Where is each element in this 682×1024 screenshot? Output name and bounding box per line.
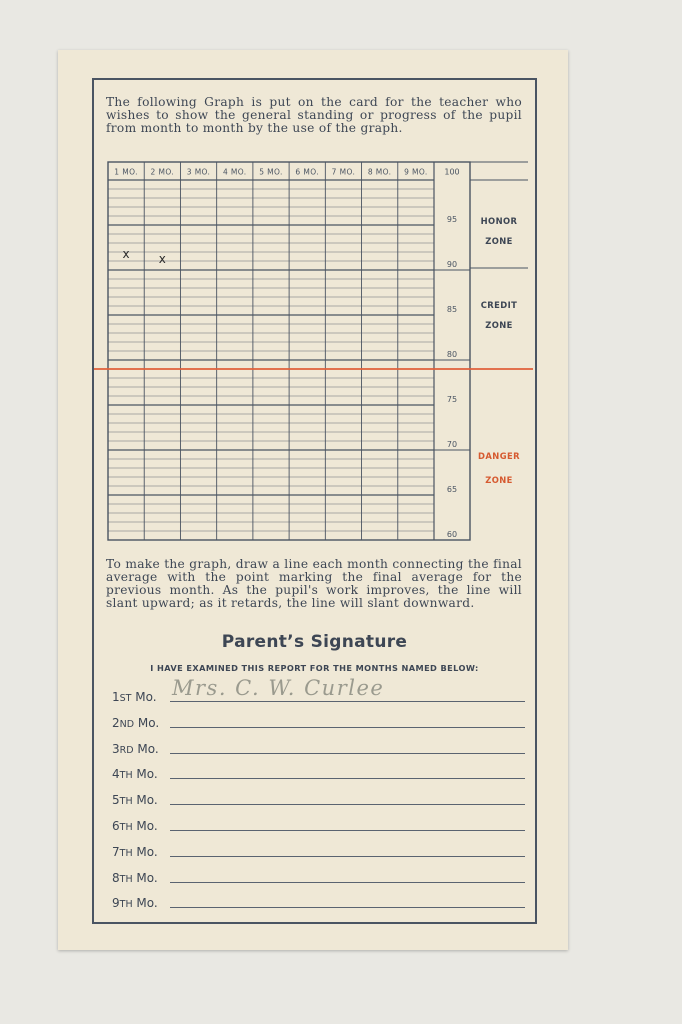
month-number: 1 xyxy=(112,690,120,704)
scale-label: 95 xyxy=(446,215,458,224)
month-suffix: ST xyxy=(119,693,132,704)
month-mo-text: Mo. xyxy=(132,767,158,782)
month-suffix: RD xyxy=(119,744,134,756)
signature-line[interactable] xyxy=(170,778,525,779)
month-label xyxy=(112,896,158,910)
month-header: 4 MO. xyxy=(222,167,247,177)
month-mo-text: Mo. xyxy=(132,793,158,808)
month-mo-text: Mo. xyxy=(132,870,158,885)
signature-line[interactable] xyxy=(170,907,525,908)
signature-line[interactable] xyxy=(170,804,525,805)
intro-text: The following Graph is put on the card for the teacher who wishes to show the general standing or progress of the pupil from month to month by the use of the graph. xyxy=(106,95,522,135)
month-mo-text: Mo. xyxy=(133,741,159,756)
signature-line[interactable] xyxy=(170,882,525,883)
month-label xyxy=(112,793,158,807)
month-signature-row[interactable] xyxy=(112,787,525,807)
month-label xyxy=(112,716,159,730)
zone-label: CREDIT xyxy=(480,300,518,310)
handwritten-signature: Mrs. C. W. Curlee xyxy=(172,676,385,700)
month-label xyxy=(112,819,158,833)
month-mo-text: Mo. xyxy=(132,819,158,833)
scale-label: 70 xyxy=(446,440,458,449)
month-header: 8 MO. xyxy=(367,167,392,177)
month-signature-row[interactable] xyxy=(112,736,525,756)
zone-label: ZONE xyxy=(485,236,513,246)
month-label xyxy=(112,767,158,781)
month-suffix: TH xyxy=(119,899,133,911)
month-number: 9 xyxy=(112,896,120,911)
month-header: 1 MO. xyxy=(114,167,138,177)
month-suffix: TH xyxy=(119,822,133,833)
month-header: 6 MO. xyxy=(295,167,320,177)
month-number: 3 xyxy=(112,741,120,756)
month-mo-text: Mo. xyxy=(131,690,157,704)
month-signature-row[interactable] xyxy=(112,865,525,885)
month-mo-text: Mo. xyxy=(132,844,158,859)
month-label xyxy=(112,871,158,885)
zone-label: HONOR xyxy=(480,216,518,226)
month-suffix: TH xyxy=(119,847,133,859)
month-number: 4 xyxy=(112,767,120,782)
signature-line[interactable] xyxy=(170,727,525,728)
grade-mark: x xyxy=(122,246,130,261)
card-frame xyxy=(92,78,537,924)
month-header: 3 MO. xyxy=(186,167,211,177)
month-header: 5 MO. xyxy=(259,167,283,177)
signature-line[interactable] xyxy=(170,856,525,857)
month-signature-row[interactable] xyxy=(112,890,525,910)
month-label xyxy=(112,690,157,704)
month-number: 6 xyxy=(112,819,120,833)
month-signature-row[interactable] xyxy=(112,813,525,833)
month-number: 7 xyxy=(112,844,120,859)
month-suffix: TH xyxy=(119,796,133,808)
month-suffix: TH xyxy=(119,770,133,782)
parent-signature-title: Parent’s Signature xyxy=(221,632,408,652)
month-header: 7 MO. xyxy=(331,167,356,177)
grade-mark: x xyxy=(158,252,166,267)
progress-graph xyxy=(94,80,535,560)
month-label xyxy=(112,845,158,859)
scale-label: 90 xyxy=(446,260,458,269)
scale-label: 80 xyxy=(446,350,458,359)
zone-label: ZONE xyxy=(485,320,513,330)
month-label xyxy=(112,742,159,756)
zone-label: ZONE xyxy=(485,475,513,485)
month-signature-row[interactable] xyxy=(112,839,525,859)
month-header: 9 MO. xyxy=(404,167,428,177)
signature-line[interactable] xyxy=(170,830,525,831)
report-card xyxy=(58,50,568,950)
signature-line[interactable] xyxy=(170,701,525,702)
month-number: 8 xyxy=(112,870,120,885)
month-signature-row[interactable] xyxy=(112,761,525,781)
scale-label: 100 xyxy=(444,167,460,177)
scale-label: 65 xyxy=(446,485,458,494)
month-mo-text: Mo. xyxy=(132,896,158,911)
instructions-text: To make the graph, draw a line each month connecting the final average with the point marking the final average for the previous month. As the pupil's work improves, the line will slant upward; as it retards, the line will slant downward. xyxy=(106,557,522,610)
month-header: 2 MO. xyxy=(150,167,175,177)
parent-signature-subtitle: I HAVE EXAMINED THIS REPORT FOR THE MONTHS NAMED BELOW: xyxy=(150,663,479,673)
month-signature-row[interactable] xyxy=(112,676,525,704)
month-number: 5 xyxy=(112,793,120,808)
month-signature-row[interactable] xyxy=(112,710,525,730)
signature-line[interactable] xyxy=(170,753,525,754)
scale-label: 60 xyxy=(446,530,458,539)
scale-label: 85 xyxy=(446,305,458,314)
scale-label: 75 xyxy=(446,395,458,404)
month-number: 2 xyxy=(112,715,120,730)
month-suffix: TH xyxy=(119,873,133,885)
month-mo-text: Mo. xyxy=(134,715,160,730)
zone-label: DANGER xyxy=(478,451,520,461)
month-suffix: ND xyxy=(119,718,135,730)
